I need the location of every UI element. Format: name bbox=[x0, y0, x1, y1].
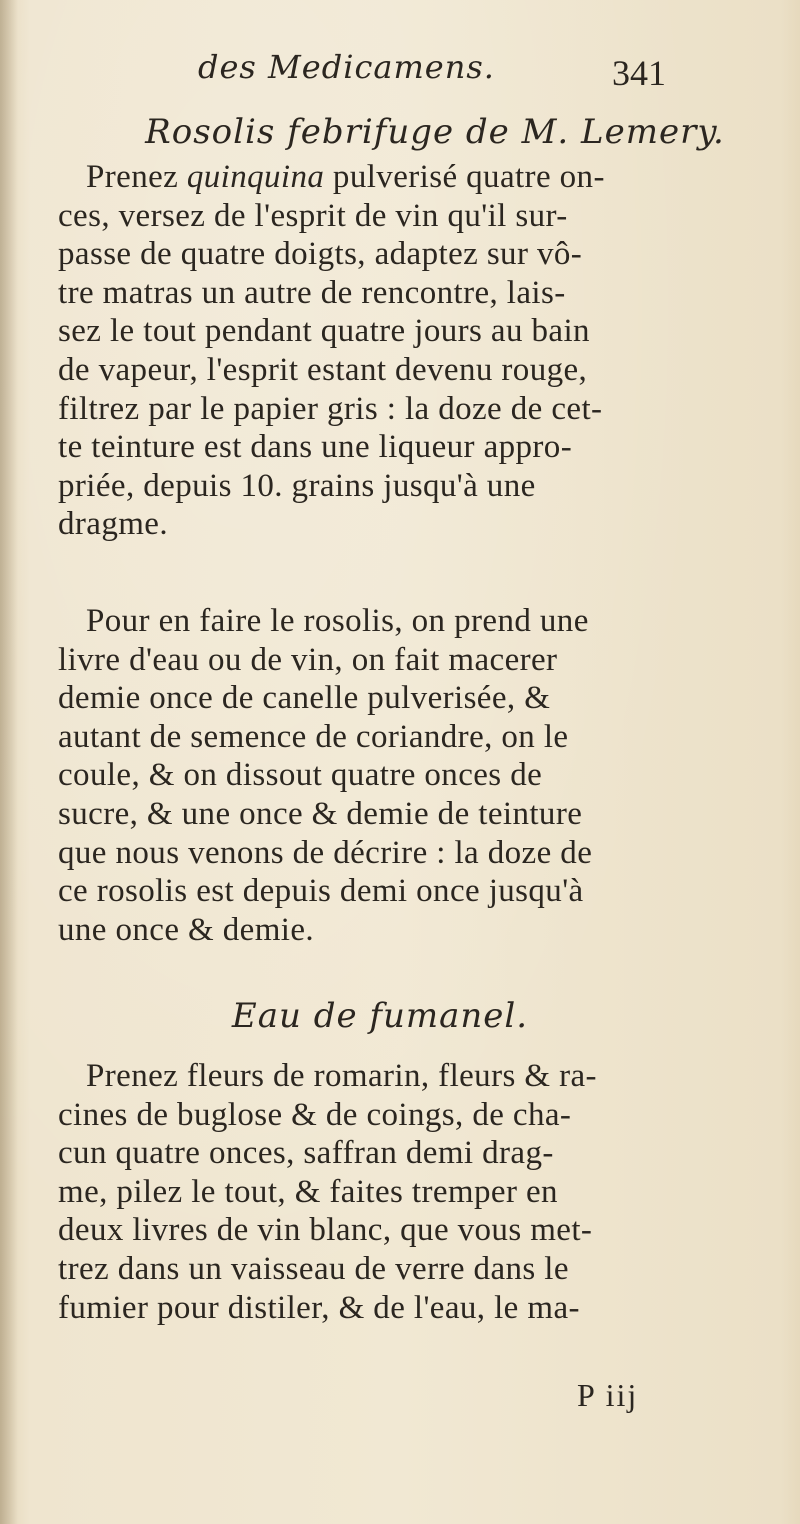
text-line: tre matras un autre de rencontre, lais- bbox=[58, 274, 566, 311]
text-line: sucre, & une once & demie de teinture bbox=[58, 795, 583, 832]
paragraph-rosolis-recipe bbox=[58, 158, 748, 544]
text-line: de vapeur, l'esprit estant devenu rouge, bbox=[58, 351, 588, 388]
text-line: passe de quatre doigts, adaptez sur vô- bbox=[58, 236, 583, 273]
text-line: cines de buglose & de coings, de cha- bbox=[58, 1096, 572, 1133]
text-line: dragme. bbox=[58, 506, 169, 543]
paragraph-eau-de-fumanel bbox=[58, 1057, 748, 1327]
section-title-rosolis: Rosolis febrifuge de M. Lemery. bbox=[145, 112, 725, 152]
section-title-eau-de-fumanel: Eau de fumanel. bbox=[231, 996, 529, 1036]
text-line: te teinture est dans une liqueur appro- bbox=[58, 429, 573, 466]
gutter-shadow bbox=[0, 0, 18, 1524]
text-line: ce rosolis est depuis demi once jusqu'à bbox=[58, 873, 584, 910]
text-line: Pour en faire le rosolis, on prend une bbox=[86, 603, 589, 639]
text-line: Prenez fleurs de romarin, fleurs & ra- bbox=[86, 1058, 597, 1094]
text-line: fumier pour distiler, & de l'eau, le ma- bbox=[58, 1289, 580, 1326]
text-line: que nous venons de décrire : la doze de bbox=[58, 834, 593, 871]
text-line: filtrez par le papier gris : la doze de cet- bbox=[58, 390, 603, 427]
text-line: coule, & on dissout quatre onces de bbox=[58, 757, 543, 794]
text-line: Prenez quinquina pulverisé quatre on- bbox=[86, 159, 605, 195]
text-line: demie once de canelle pulverisée, & bbox=[58, 680, 551, 717]
paragraph-rosolis-preparation bbox=[58, 602, 748, 949]
text-line: ces, versez de l'esprit de vin qu'il sur- bbox=[58, 197, 568, 234]
text-line: me, pilez le tout, & faites tremper en bbox=[58, 1173, 558, 1210]
text-line: sez le tout pendant quatre jours au bain bbox=[58, 313, 590, 350]
italic-term-quinquina: quinquina bbox=[186, 159, 325, 195]
signature-mark: P iij bbox=[577, 1377, 639, 1413]
text-line: une once & demie. bbox=[58, 911, 315, 948]
text-line: deux livres de vin blanc, que vous met- bbox=[58, 1212, 593, 1249]
text-line: autant de semence de coriandre, on le bbox=[58, 718, 569, 755]
page-number: 341 bbox=[612, 53, 666, 93]
text-line: priée, depuis 10. grains jusqu'à une bbox=[58, 467, 536, 504]
text-line: trez dans un vaisseau de verre dans le bbox=[58, 1250, 569, 1287]
text-line: livre d'eau ou de vin, on fait macerer bbox=[58, 641, 558, 678]
text-line: cun quatre onces, saffran demi drag- bbox=[58, 1135, 554, 1172]
running-head: des Medicamens. bbox=[198, 48, 495, 86]
